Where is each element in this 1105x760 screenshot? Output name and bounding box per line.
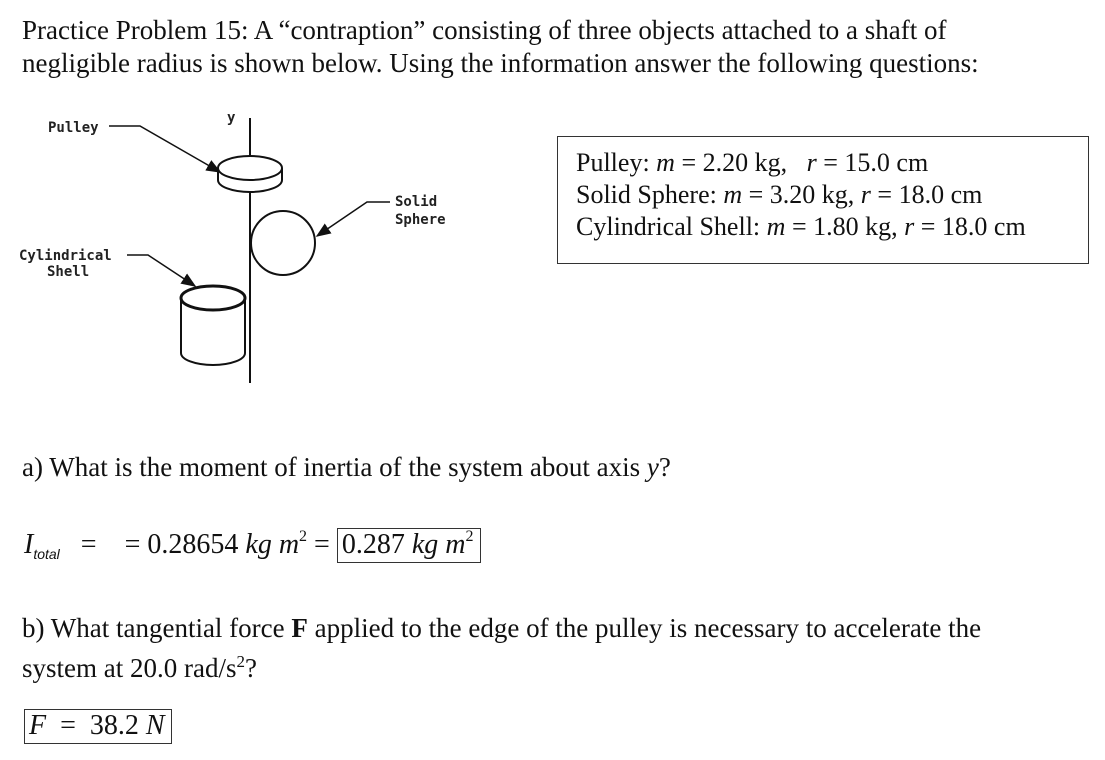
problem-statement	[22, 14, 1082, 80]
problem-line-1: Practice Problem 15: A “contraption” consisting of three objects attached to a shaft of	[22, 15, 947, 45]
given-data-box	[557, 136, 1089, 264]
label-pulley: Pulley	[48, 120, 99, 136]
answer-a: $I_{total}$ = = 0.28654 kg $m^2 = 0.287$ kg $m^2$	[24, 528, 481, 562]
sphere-shape	[251, 211, 315, 275]
inertia-subscript: total	[33, 546, 60, 562]
label-y: y	[227, 110, 236, 126]
pulley-data: Pulley: m = 2.20 kg, r = 15.0 cm	[576, 148, 929, 177]
shell-leader	[127, 255, 195, 286]
problem-line-2: negligible radius is shown below. Using the information answer the following questions:	[22, 48, 979, 78]
label-shell-2: Shell	[47, 264, 90, 280]
contraption-diagram	[15, 108, 475, 398]
answer-b	[24, 710, 172, 742]
shell-data: Cylindrical Shell: m = 1.80 kg, r = 18.0 cm	[576, 212, 1026, 241]
sphere-data: Solid Sphere: m = 3.20 kg, r = 18.0 cm	[576, 180, 983, 209]
label-shell-1: Cylindrical	[19, 248, 112, 264]
boxed-answer-a: 0.287 kg $m^2$	[337, 528, 481, 563]
label-sphere-2: Sphere	[395, 212, 446, 228]
sphere-leader	[317, 202, 390, 236]
question-b-line-1: b) What tangential force F applied to the edge of the pulley is necessary to accelerate the	[22, 613, 982, 643]
question-a: a) What is the moment of inertia of the system about axis y?	[22, 452, 671, 482]
pulley-leader	[109, 126, 220, 172]
label-sphere-1: Solid	[395, 194, 438, 210]
pulley-shape	[218, 156, 282, 192]
boxed-answer-b: F = 38.2 N	[24, 709, 172, 744]
cylinder-shape	[181, 286, 245, 365]
question-b	[22, 612, 1082, 685]
question-b-line-2: system at 20.0 rad/$s^2$?	[22, 652, 257, 683]
inertia-symbol: I	[24, 529, 34, 560]
